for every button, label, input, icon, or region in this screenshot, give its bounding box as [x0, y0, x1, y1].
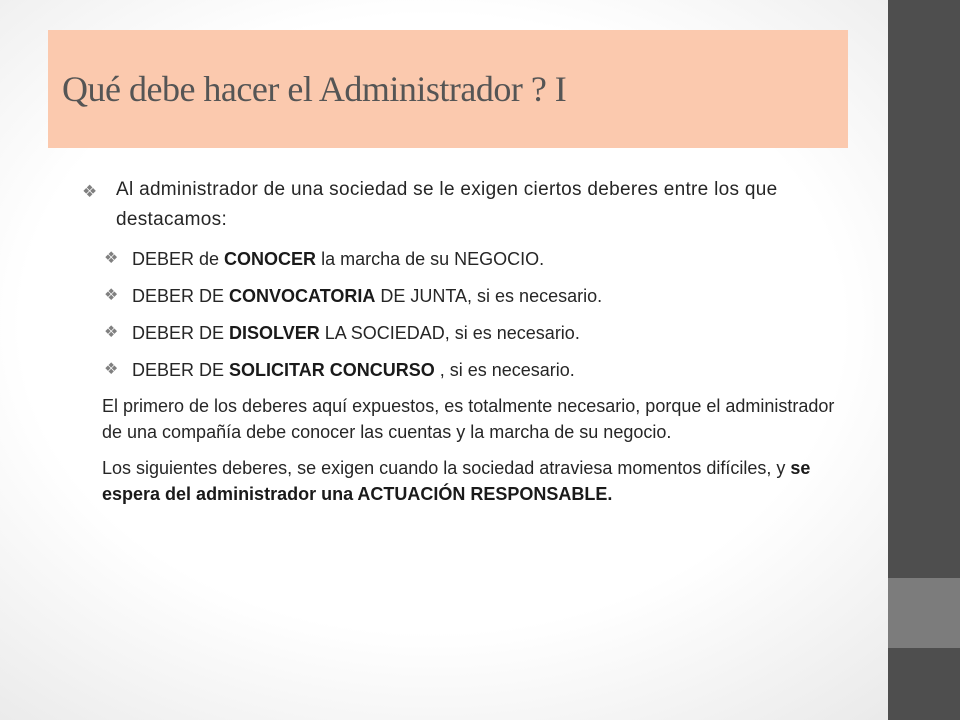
duty-text: DE JUNTA, si es necesario. [375, 286, 603, 306]
diamond-bullet-icon: ❖ [104, 324, 119, 341]
duty-text: DEBER DE [132, 323, 230, 343]
side-bar-accent [888, 578, 960, 648]
intro-text: Al administrador de una sociedad se le exigen ciertos deberes entre los que destacamos: [116, 179, 778, 230]
duty-item [78, 282, 848, 310]
slide-title: Qué debe hacer el Administrador ? I [62, 69, 567, 109]
duty-keyword: DISOLVER [229, 323, 320, 343]
duty-text: , si es necesario. [434, 360, 575, 380]
duty-keyword: CONOCER [224, 249, 317, 269]
duty-text: DEBER DE [132, 360, 230, 380]
diamond-bullet-icon: ❖ [104, 250, 119, 267]
diamond-bullet-icon: ❖ [104, 287, 119, 304]
slide-content [78, 175, 848, 517]
diamond-bullet-icon: ❖ [82, 182, 98, 201]
paragraph-text: Los siguientes deberes, se exigen cuando la sociedad atraviesa momentos difíciles, y [102, 458, 791, 478]
intro-bullet [78, 175, 848, 235]
duty-item [78, 245, 848, 273]
duty-text: LA SOCIEDAD, si es necesario. [319, 323, 580, 343]
paragraph-explanation: El primero de los deberes aquí expuestos, es totalmente necesario, porque el administrador de una compañía debe conocer las cuentas y la marcha de su negocio. [102, 396, 835, 442]
diamond-bullet-icon: ❖ [104, 361, 119, 378]
duty-text: DEBER DE [132, 286, 230, 306]
duty-item [78, 356, 848, 384]
title-banner [48, 30, 848, 148]
duty-text: DEBER de [132, 249, 225, 269]
paragraph-conclusion [78, 455, 848, 507]
duty-keyword: CONVOCATORIA [229, 286, 376, 306]
duty-item [78, 319, 848, 347]
duty-text: la marcha de su NEGOCIO. [316, 249, 545, 269]
paragraph-emphasis: se espera del administrador una ACTUACIÓN RESPONSABLE. [102, 458, 811, 504]
duty-keyword: SOLICITAR CONCURSO [229, 360, 435, 380]
